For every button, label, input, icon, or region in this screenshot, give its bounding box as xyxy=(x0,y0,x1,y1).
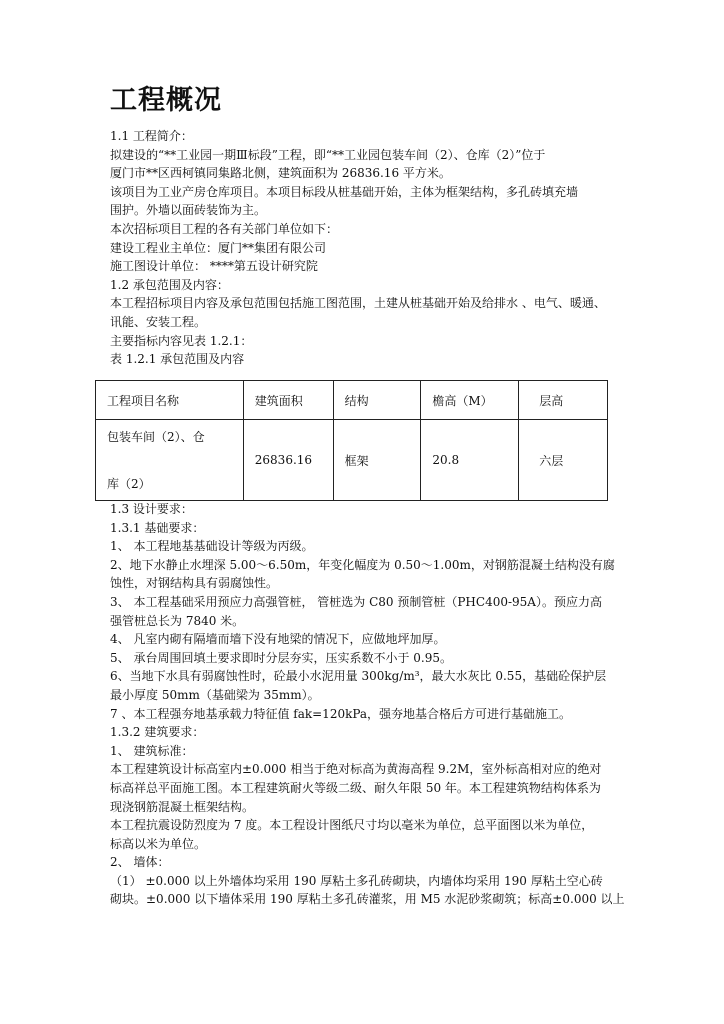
text-line: 本次招标项目工程的各有关部门单位如下： xyxy=(110,221,339,236)
text-line: 标高祥总平面施工图。本工程建筑耐火等级二级、耐久年限 50 年。本工程建筑物结构体系为 xyxy=(110,780,601,795)
header-cell: 工程项目名称 xyxy=(96,381,244,420)
text-line: 1.3 设计要求： xyxy=(110,502,193,516)
text-line: 2、 墙体： xyxy=(110,855,170,870)
header-cell: 层高 xyxy=(519,381,608,420)
area-cell: 26836.16 xyxy=(243,420,333,501)
text-line: 标高以米为单位。 xyxy=(110,836,207,851)
text-line: 本工程抗震设防烈度为 7 度。本工程设计图纸尺寸均以毫米为单位，总平面图以米为单位， xyxy=(110,818,594,833)
text-line: 1.3.2 建筑要求： xyxy=(110,725,205,740)
section-overview xyxy=(110,127,626,369)
header-cell: 檐高（M） xyxy=(421,381,519,420)
text-line: 2、地下水静止水埋深 5.00～6.50m，年变化幅度为 0.50～1.00m，对钢筋混凝土结构没有腐 xyxy=(110,557,615,572)
floors-cell: 六层 xyxy=(519,420,608,501)
project-name-cell xyxy=(96,420,244,501)
table-row xyxy=(96,420,608,501)
eave-height-cell: 20.8 xyxy=(421,420,519,501)
text-line: 厦门市**区西柯镇同集路北侧，建筑面积为 26836.16 平方米。 xyxy=(110,166,451,181)
text-line: 建设工程业主单位：厦门**集团有限公司 xyxy=(110,240,327,255)
scope-table xyxy=(95,380,608,501)
text-line: 现浇钢筋混凝土框架结构。 xyxy=(110,799,255,814)
text-line: 施工图设计单位： ****第五设计研究院 xyxy=(110,259,318,274)
text-line: 1.3.1 基础要求： xyxy=(110,520,205,535)
text-line: 拟建设的“**工业园一期Ⅲ标段”工程，即“**工业园包装车间（2）、仓库（2）”位于 xyxy=(110,147,546,162)
text-line: 3、 本工程基础采用预应力高强管桩， 管桩选为 C80 预制管桩（PHC400-95A）。预应力高 xyxy=(110,594,602,609)
text-line: 1.1 工程简介： xyxy=(110,129,193,143)
text-line: 6、当地下水具有弱腐蚀性时，砼最小水泥用量 300kg/m³，最大水灰比 0.55，基础砼保护层 xyxy=(110,669,607,684)
text-line: 1、 本工程地基基础设计等级为丙级。 xyxy=(110,539,314,554)
page-title: 工程概况 xyxy=(110,85,222,116)
table-caption: 表 1.2.1 承包范围及内容 xyxy=(110,352,245,367)
text-line: 5、 承台周围回填土要求即时分层夯实，压实系数不小于 0.95。 xyxy=(110,650,452,665)
text-line: 最小厚度 50mm（基础梁为 35mm）。 xyxy=(110,687,320,702)
text-line: 本工程招标项目内容及承包范围包括施工图范围，土建从桩基础开始及给排水 、电气、暖通、 xyxy=(110,296,606,311)
text-line: 7 、本工程强夯地基承载力特征值 fak=120kPa，强夯地基合格后方可进行基础施工。 xyxy=(110,706,572,721)
text-line: 本工程建筑设计标高室内±0.000 相当于绝对标高为黄海高程 9.2M，室外标高相对应的绝对 xyxy=(110,762,602,777)
table-header-row xyxy=(96,381,608,420)
structure-cell: 框架 xyxy=(333,420,421,501)
text-line: 讯能、安装工程。 xyxy=(110,314,207,329)
header-cell: 建筑面积 xyxy=(243,381,333,420)
text-line: 强管桩总长为 7840 米。 xyxy=(110,613,245,628)
project-name-line: 包装车间（2）、仓 xyxy=(107,430,205,444)
text-line: 砌块。±0.000 以下墙体采用 190 厚粘土多孔砖灌浆，用 M5 水泥砂浆砌筑；标高±0.000 以上 xyxy=(110,892,625,907)
text-line: 4、 凡室内砌有隔墙而墙下没有地梁的情况下，应做地坪加厚。 xyxy=(110,632,446,647)
text-line: 蚀性，对钢结构具有弱腐蚀性。 xyxy=(110,576,279,591)
text-line: 围护。外墙以面砖装饰为主。 xyxy=(110,203,267,218)
section-design-requirements xyxy=(110,500,626,909)
text-line: 主要指标内容见表 1.2.1： xyxy=(110,333,253,348)
text-line: 1、 建筑标准： xyxy=(110,743,194,758)
project-name-line: 库（2） xyxy=(107,477,151,491)
text-line: （1） ±0.000 以上外墙体均采用 190 厚粘土多孔砖砌块，内墙体均采用 190 厚粘土空心砖 xyxy=(110,873,603,888)
text-line: 1.2 承包范围及内容： xyxy=(110,277,229,292)
text-line: 该项目为工业产房仓库项目。本项目标段从桩基础开始，主体为框架结构，多孔砖填充墙 xyxy=(110,184,579,199)
header-cell: 结构 xyxy=(333,381,421,420)
